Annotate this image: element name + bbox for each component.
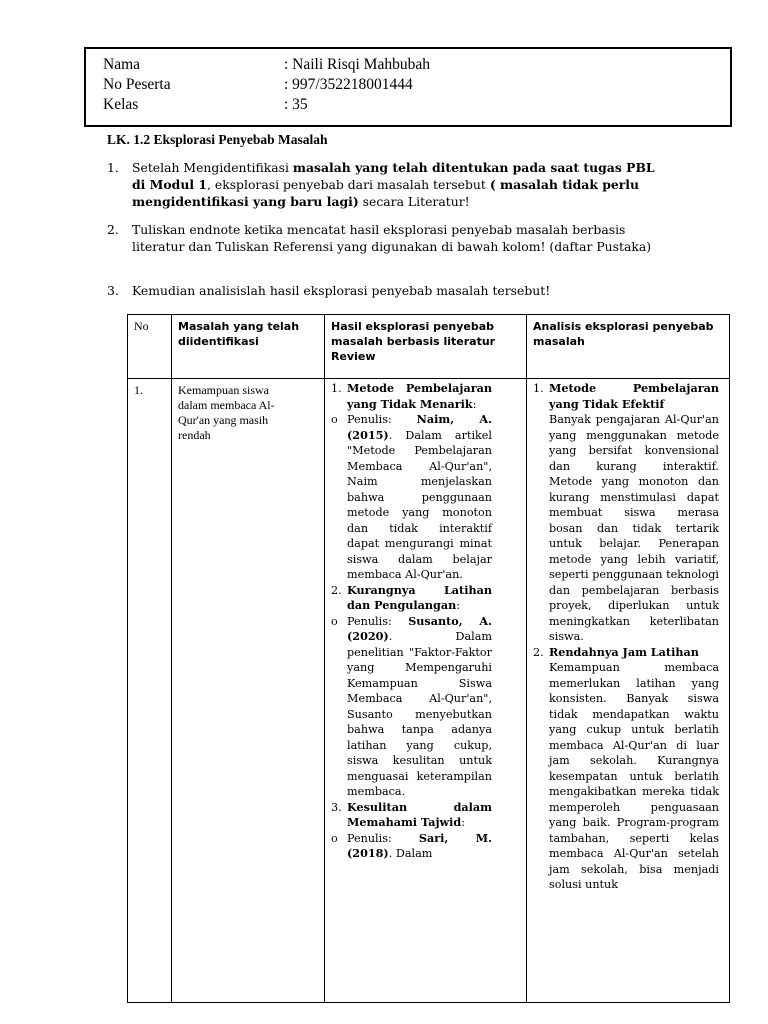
analisis-text: Banyak pengajaran Al-Qur'an yang menggunakan metode yang bersifat konvensional dan kurang interaktif. Metode yang monoton dan kurang menstimulasi dapat membuat siswa merasa bosan dan tidak tertarik untuk belajar. Penerapan metode yang lebih variatif, seperti penggunaan teknologi dan pembelajaran berbasis proyek, diperlukan untuk meningkatkan keterlibatan siswa. <box>549 413 719 643</box>
row-number: 1. <box>128 379 172 1003</box>
analisis-text: Kemampuan membaca memerlukan latihan yang konsisten. Banyak siswa tidak mendapatkan waktu yang cukup untuk berlatih membaca Al-Qur'an di luar jam sekolah. Kurangnya kesempatan untuk berlatih mengakibatkan mereka tidak memperoleh penguasaan yang baik. Program-program tambahan, seperti kelas membaca Al-Qur'an setelah jam sekolah, bisa menjadi solusi untuk <box>549 661 719 891</box>
list-item: o Penulis: Susanto, A. (2020). Dalam penelitian "Faktor-Faktor yang Mempengaruhi Kemampuan Siswa Membaca Al-Qur'an", Susanto menyebutkan bahwa tanpa adanya latihan yang cukup, siswa kesulitan untuk menguasai keterampilan membaca. <box>331 613 493 798</box>
list-item: o Penulis: Sari, M. (2018). Dalam <box>331 830 493 860</box>
header-no: No <box>128 315 172 379</box>
instruction-number: 1. <box>107 160 119 175</box>
list-item: 2. Rendahnya Jam Latihan <box>533 644 699 659</box>
list-item: 2. Kurangnya Latihan dan Pengulangan: <box>331 582 492 612</box>
header-hasil-eksplorasi: Hasil eksplorasi penyebab masalah berbasis literatur Review <box>325 315 527 379</box>
exploration-table <box>127 314 730 1003</box>
list-item: 1. Metode Pembelajaran yang Tidak Efektif <box>533 381 719 411</box>
identity-box <box>84 47 732 127</box>
table-row <box>128 379 730 1003</box>
class-label: Kelas <box>103 96 139 113</box>
list-item: 3. Kesulitan dalam Memahami Tajwid: <box>331 799 492 829</box>
participant-number-label: No Peserta <box>103 76 171 93</box>
participant-number-value: : 997/352218001444 <box>284 76 413 93</box>
instruction-text: Kemudian analisislah hasil eksplorasi penyebab masalah tersebut! <box>132 283 551 298</box>
instruction-number: 3. <box>107 283 119 298</box>
name-label: Nama <box>103 56 141 73</box>
masalah-cell: Kemampuan siswa dalam membaca Al- Qur'an yang masih rendah <box>172 379 325 1003</box>
table-header-row <box>128 315 730 379</box>
name-value: : Naili Risqi Mahbubah <box>284 56 430 73</box>
list-item: o Penulis: Naim, A. (2015). Dalam artikel "Metode Pembelajaran Membaca Al-Qur'an", Naim menjelaskan bahwa penggunaan metode yang monoton dan tidak interaktif dapat mengurangi minat siswa dalam belajar membaca Al-Qur'an. <box>331 412 492 581</box>
class-value: : 35 <box>284 96 308 113</box>
hasil-cell <box>325 379 527 1003</box>
instruction-number: 2. <box>107 222 119 237</box>
header-analisis: Analisis eksplorasi penyebab masalah <box>527 315 730 379</box>
analisis-cell <box>527 379 730 1003</box>
list-item: 1. Metode Pembelajaran yang Tidak Menarik: <box>331 381 492 411</box>
instruction-text: Tuliskan endnote ketika mencatat hasil eksplorasi penyebab masalah berbasis literatur dan Tuliskan Referensi yang digunakan di bawah kolom! (daftar Pustaka) <box>132 222 652 254</box>
header-masalah: Masalah yang telah diidentifikasi <box>172 315 325 379</box>
worksheet-heading: LK. 1.2 Eksplorasi Penyebab Masalah <box>107 132 328 147</box>
instruction-text: Setelah Mengidentifikasi masalah yang telah ditentukan pada saat tugas PBL di Modul 1, eksplorasi penyebab dari masalah tersebut ( masalah tidak perlu mengidentifikasi yang baru lagi) secara Literatur! <box>132 160 655 209</box>
